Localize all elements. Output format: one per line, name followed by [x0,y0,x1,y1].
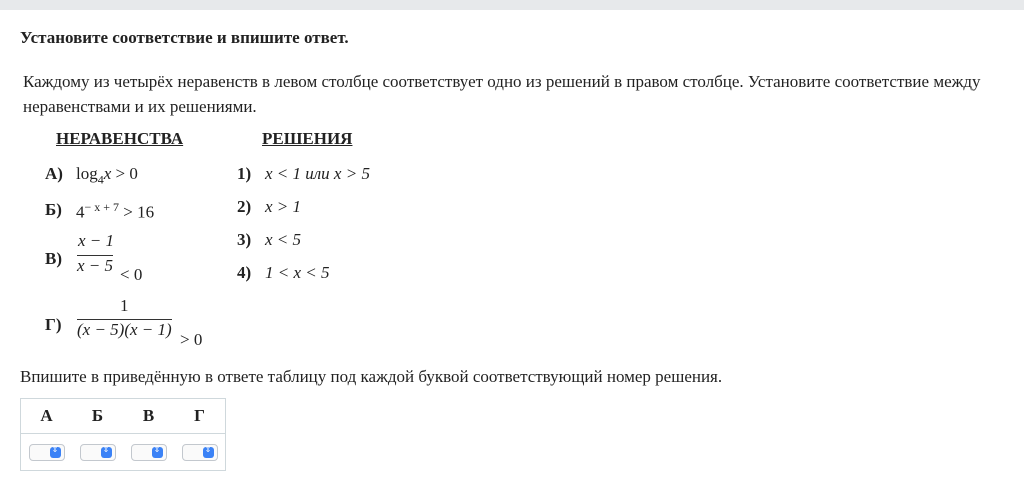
answer-table [20,398,226,471]
answer-select-b[interactable] [80,444,116,461]
inequality-b [76,200,154,223]
answer-select-g[interactable] [182,444,218,461]
answer-cell-v [123,434,174,471]
solution-label-2: 2) [237,197,252,216]
select-arrows-icon: ⇕ [101,447,112,458]
top-bar [0,0,1024,10]
log-base: 4 [97,172,104,187]
answer-header-b: Б [72,399,123,434]
solution-label-4: 4) [237,263,252,282]
fraction-v-denominator: x − 5 [77,256,114,275]
solution-3: x < 5 [265,230,302,249]
answer-header-g: Г [174,399,226,434]
power-exponent: − x + 7 [84,200,120,214]
inequality-label-a: А) [45,164,63,183]
answer-select-a[interactable] [29,444,65,461]
select-arrows-icon: ⇕ [152,447,163,458]
select-arrows-icon: ⇕ [203,447,214,458]
answer-instruction: Впишите в приведённую в ответе таблицу под каждой буквой соответствующий номер решения. [20,367,723,386]
select-arrows-icon: ⇕ [50,447,61,458]
inequality-label-v: В) [45,249,62,268]
solution-4: 1 < x < 5 [265,263,330,282]
inequality-b-rest: > 16 [119,202,155,222]
answer-cell-g [174,434,226,471]
variable-x: x [103,164,112,183]
solution-1: x < 1 или x > 5 [265,164,370,183]
answer-cell-a [21,434,73,471]
answer-header-a: А [21,399,73,434]
solution-label-3: 3) [237,230,252,249]
inequality-label-g: Г) [45,315,62,334]
fraction-g-numerator: 1 [120,296,129,315]
answer-cell-b [72,434,123,471]
inequality-label-b: Б) [45,200,62,219]
answer-header-v: В [123,399,174,434]
fraction-v-numerator: x − 1 [78,231,115,250]
log-text: log [76,164,98,183]
solution-label-1: 1) [237,164,252,183]
power-base: 4 [76,202,85,222]
task-heading: Установите соответствие и впишите ответ. [20,28,349,47]
solutions-column-header: РЕШЕНИЯ [262,129,353,148]
answer-select-v[interactable] [131,444,167,461]
inequality-v-rest: < 0 [120,265,143,284]
solution-2: x > 1 [265,197,302,216]
inequalities-column-header: НЕРАВЕНСТВА [56,129,184,148]
inequality-g-rest: > 0 [180,330,203,349]
fraction-g-denominator: (x − 5)(x − 1) [77,320,172,339]
inequality-a [76,164,138,187]
task-description: Каждому из четырёх неравенств в левом столбце соответствует одно из решений в правом столбце. Установите соответствие между неравенствами и их решениями. [23,72,981,116]
inequality-a-rest: > 0 [111,164,138,183]
